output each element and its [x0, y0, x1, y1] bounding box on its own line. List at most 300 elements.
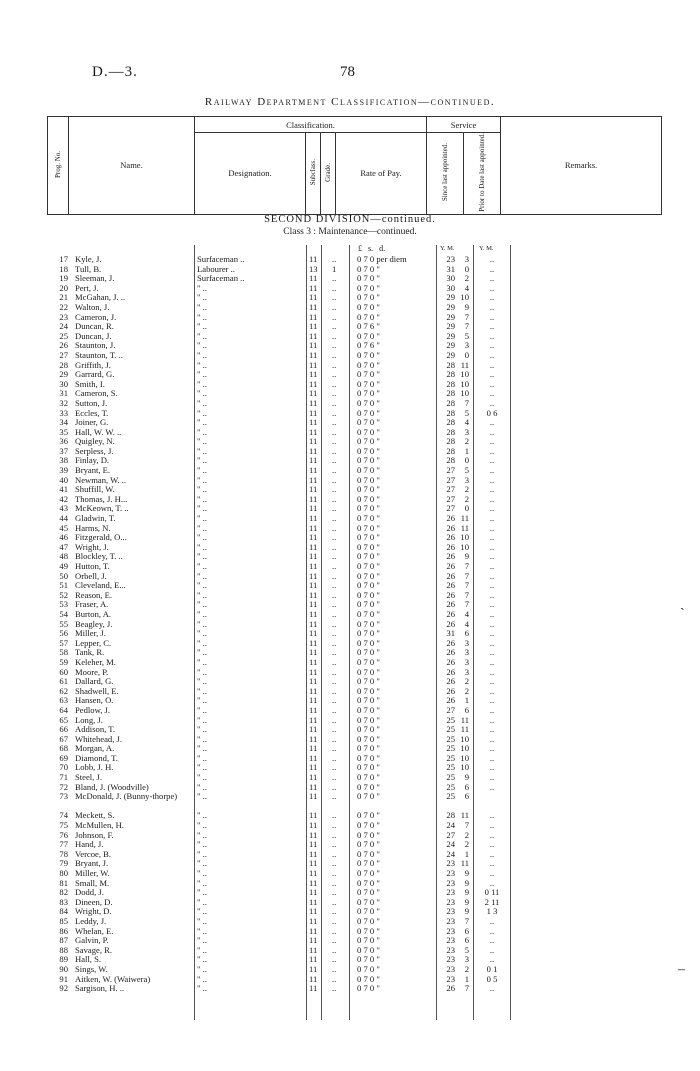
grade-cell: .. — [332, 292, 337, 303]
designation-cell: " .. — [197, 763, 207, 773]
service-years-cell: 23 — [446, 935, 455, 946]
service-years-cell: 26 — [446, 541, 455, 552]
rate-of-pay-cell: 0 7 0 per diem — [357, 254, 407, 264]
rate-of-pay-cell: 0 7 0 " — [357, 455, 380, 466]
name-cell: Small, M. — [75, 878, 110, 888]
prog-no-cell: 19 — [59, 273, 68, 284]
rate-of-pay-cell: 0 7 0 " — [357, 848, 380, 859]
rate-of-pay-cell: 0 7 0 " — [357, 436, 380, 447]
prior-service-cell: .. — [489, 781, 495, 792]
service-years-cell: 23 — [446, 915, 455, 926]
subclass-cell: 11 — [309, 676, 318, 687]
designation-cell: " .. — [197, 542, 207, 552]
name-cell: Bryant, E. — [75, 466, 111, 476]
prior-service-cell: .. — [489, 848, 495, 859]
service-years-cell: 26 — [446, 522, 455, 533]
rate-of-pay-cell: 0 7 0 " — [357, 685, 380, 696]
grade-cell: .. — [332, 820, 337, 831]
prog-no-cell: 83 — [59, 896, 68, 907]
subclass-cell: 11 — [309, 733, 318, 744]
service-months-cell: 2 — [464, 676, 469, 687]
service-months-cell: 0 — [464, 503, 469, 514]
service-years-cell: 25 — [446, 733, 455, 744]
subclass-header: Subclass. — [306, 133, 321, 215]
designation-cell: " .. — [197, 686, 207, 696]
name-cell: Tull, B. — [75, 264, 102, 274]
prog-no-cell: 26 — [59, 340, 68, 351]
service-months-cell: 11 — [460, 522, 469, 533]
grade-cell: .. — [332, 791, 337, 802]
prior-service-cell: .. — [489, 666, 495, 677]
prior-service-cell: .. — [489, 580, 495, 591]
designation-cell: " .. — [197, 331, 207, 341]
subclass-cell: 11 — [309, 791, 318, 802]
service-months-cell: 6 — [464, 935, 469, 946]
prior-service-cell: .. — [489, 868, 495, 878]
service-years-cell: 29 — [446, 349, 455, 360]
prior-service-cell: .. — [489, 541, 495, 552]
prog-no-cell: 64 — [59, 704, 68, 715]
subclass-cell: 11 — [309, 848, 318, 859]
name-cell: Miller, W. — [75, 869, 110, 878]
rate-of-pay-cell: 0 7 0 " — [357, 656, 380, 667]
name-cell: Pedlow, J. — [75, 705, 111, 715]
prior-service-cell: .. — [489, 618, 495, 629]
prog-no-cell: 59 — [59, 656, 68, 667]
subclass-cell: 11 — [309, 772, 318, 783]
grade-cell: .. — [332, 388, 337, 399]
section-subtitle: Class 3 : Maintenance—continued. — [283, 227, 417, 237]
service-months-cell: 10 — [460, 378, 469, 389]
name-cell: Blockley, T. .. — [75, 552, 123, 562]
name-header: Name. — [69, 117, 195, 215]
grade-cell: .. — [332, 465, 337, 476]
service-years-cell: 25 — [446, 772, 455, 783]
service-months-cell: 5 — [464, 330, 469, 341]
grade-cell: .. — [332, 906, 337, 917]
name-cell: Wright, J. — [75, 542, 109, 552]
name-cell: Cameron, J. — [75, 312, 117, 322]
service-months-cell: 5 — [464, 407, 469, 418]
service-years-cell: 27 — [446, 829, 455, 840]
designation-cell: " .. — [197, 629, 207, 639]
service-months-cell: 9 — [464, 551, 469, 562]
service-years-cell: 23 — [446, 887, 455, 898]
name-cell: Finlay, D. — [75, 456, 110, 466]
rate-of-pay-cell: 0 7 0 " — [357, 983, 380, 994]
service-months-cell: 3 — [464, 647, 469, 658]
service-years-cell: 29 — [446, 330, 455, 341]
prog-no-cell: 71 — [59, 772, 68, 783]
service-years-cell: 28 — [446, 417, 455, 428]
name-cell: Lobb, J. H. — [75, 763, 114, 773]
service-years-cell: 29 — [446, 321, 455, 332]
subclass-cell: 11 — [309, 906, 318, 917]
service-months-cell: 7 — [464, 397, 469, 408]
rate-of-pay-cell: 0 7 0 " — [357, 474, 380, 485]
prior-service-cell: .. — [489, 282, 495, 293]
service-months-cell: 7 — [464, 599, 469, 610]
prog-no-cell: 62 — [59, 685, 68, 696]
designation-cell: " .. — [197, 705, 207, 715]
prog-no-cell: 63 — [59, 695, 68, 706]
subclass-cell: 11 — [309, 887, 318, 898]
grade-cell: .. — [332, 896, 337, 907]
grade-cell: .. — [332, 426, 337, 437]
prog-no-cell: 89 — [59, 954, 68, 965]
service-months-cell: 11 — [460, 810, 469, 821]
service-months-cell: 4 — [464, 417, 469, 428]
subclass-cell: 11 — [309, 580, 318, 591]
prior-service-cell: .. — [489, 733, 495, 744]
designation-cell: " .. — [197, 984, 207, 994]
designation-cell: " .. — [197, 456, 207, 466]
grade-cell: .. — [332, 541, 337, 552]
name-cell: Sutton, J. — [75, 398, 108, 408]
prior-service-cell: .. — [489, 474, 495, 485]
name-cell: Sleeman, J. — [75, 274, 115, 284]
prog-no-cell: 78 — [59, 848, 68, 859]
prior-service-cell: .. — [489, 839, 495, 850]
rate-of-pay-cell: 0 7 0 " — [357, 273, 380, 284]
name-cell: Bryant, J. — [75, 859, 109, 869]
subclass-cell: 11 — [309, 618, 318, 629]
grade-cell: .. — [332, 570, 337, 581]
designation-cell: " .. — [197, 600, 207, 610]
prog-no-cell: 65 — [59, 714, 68, 725]
service-months-cell: 2 — [464, 829, 469, 840]
designation-cell: " .. — [197, 926, 207, 936]
designation-cell: " .. — [197, 657, 207, 667]
subclass-cell: 11 — [309, 397, 318, 408]
service-years-cell: 31 — [446, 263, 455, 274]
rate-of-pay-cell: 0 7 0 " — [357, 743, 380, 754]
name-cell: Garrard, G. — [75, 370, 115, 380]
since-last-header: Since last appointed. — [427, 133, 464, 215]
page-title: Railway Department Classification—continued. — [204, 96, 496, 108]
grade-cell: .. — [332, 743, 337, 754]
rate-of-pay-cell: 0 7 0 " — [357, 676, 380, 687]
prog-no-cell: 87 — [59, 935, 68, 946]
grade-cell: .. — [332, 455, 337, 466]
designation-cell: " .. — [197, 283, 207, 293]
prior-service-cell: .. — [489, 273, 495, 284]
prog-no-cell: 33 — [59, 407, 68, 418]
grade-cell: .. — [332, 676, 337, 687]
prog-no-cell: 31 — [59, 388, 68, 399]
service-years-cell: 26 — [446, 599, 455, 610]
grade-cell: .. — [332, 810, 337, 821]
grade-cell: .. — [332, 983, 337, 994]
prior-service-cell: .. — [489, 301, 495, 312]
subclass-cell: 11 — [309, 637, 318, 648]
service-years-cell: 23 — [446, 858, 455, 869]
name-cell: Shadwell, E. — [75, 686, 119, 696]
service-years-cell: 26 — [446, 608, 455, 619]
prior-service-cell: .. — [489, 532, 495, 543]
service-years-cell: 25 — [446, 714, 455, 725]
prog-no-cell: 88 — [59, 944, 68, 955]
service-years-cell: 26 — [446, 666, 455, 677]
subclass-cell: 11 — [309, 273, 318, 284]
name-cell: Beagley, J. — [75, 619, 113, 629]
designation-cell: " .. — [197, 667, 207, 677]
subclass-cell: 11 — [309, 954, 318, 965]
rate-of-pay-cell: 0 7 0 " — [357, 781, 380, 792]
service-months-cell: 9 — [464, 868, 469, 878]
grade-cell: .. — [332, 580, 337, 591]
prior-service-cell: .. — [489, 647, 495, 658]
prog-no-cell: 74 — [59, 810, 68, 821]
designation-cell: " .. — [197, 753, 207, 763]
service-months-cell: 7 — [464, 580, 469, 591]
service-months-cell: 10 — [460, 369, 469, 380]
subclass-cell: 11 — [309, 513, 318, 524]
prog-no-cell: 55 — [59, 618, 68, 629]
name-cell: Duncan, J. — [75, 331, 112, 341]
service-years-cell: 27 — [446, 484, 455, 495]
prior-service-cell: 2 11 — [484, 896, 500, 907]
rate-of-pay-header: Rate of Pay. — [336, 133, 427, 215]
service-months-cell: 3 — [464, 426, 469, 437]
name-cell: Staunton, T. .. — [75, 350, 123, 360]
service-months-cell: 10 — [460, 532, 469, 543]
grade-cell: .. — [332, 963, 337, 974]
prior-service-cell: .. — [489, 944, 495, 955]
service-years-cell: 28 — [446, 378, 455, 389]
service-months-cell: 9 — [464, 906, 469, 917]
prior-service-cell: .. — [489, 465, 495, 476]
prior-service-cell: .. — [489, 561, 495, 571]
name-cell: Cameron, S. — [75, 389, 118, 399]
prog-no-cell: 60 — [59, 666, 68, 677]
service-years-cell: 30 — [446, 282, 455, 293]
grade-cell: .. — [332, 752, 337, 763]
designation-cell: " .. — [197, 523, 207, 533]
service-years-cell: 23 — [446, 877, 455, 888]
designation-header: Designation. — [195, 133, 306, 215]
service-months-cell: 3 — [464, 254, 469, 264]
prior-service-cell: .. — [489, 714, 495, 725]
prior-service-cell: .. — [489, 685, 495, 696]
name-cell: Sings, W. — [75, 964, 108, 974]
name-cell: Sargison, H. .. — [75, 984, 125, 994]
table-row — [47, 984, 667, 994]
designation-cell: " .. — [197, 696, 207, 706]
service-years-cell: 29 — [446, 311, 455, 322]
name-cell: Orbell, J. — [75, 571, 107, 581]
prior-service-cell: .. — [489, 359, 495, 370]
prog-no-cell: 46 — [59, 532, 68, 543]
classification-header: Classification. — [195, 117, 427, 133]
grade-cell: .. — [332, 321, 337, 332]
rate-of-pay-cell: 0 7 0 " — [357, 349, 380, 360]
designation-cell: " .. — [197, 974, 207, 984]
subclass-cell: 11 — [309, 963, 318, 974]
grade-cell: .. — [332, 589, 337, 600]
prior-service-cell: .. — [489, 311, 495, 322]
service-months-cell: 5 — [464, 944, 469, 955]
grade-cell: .. — [332, 273, 337, 284]
subclass-cell: 11 — [309, 503, 318, 514]
prior-service-cell: .. — [489, 676, 495, 687]
grade-cell: .. — [332, 417, 337, 428]
name-cell: McGahan, J. .. — [75, 293, 126, 303]
rate-of-pay-cell: 0 7 0 " — [357, 570, 380, 581]
service-months-cell: 3 — [464, 474, 469, 485]
designation-cell: " .. — [197, 341, 207, 351]
designation-cell: " .. — [197, 821, 207, 831]
subclass-cell: 11 — [309, 714, 318, 725]
service-years-cell: 28 — [446, 455, 455, 466]
grade-cell: .. — [332, 829, 337, 840]
prog-no-cell: 49 — [59, 561, 68, 571]
designation-cell: " .. — [197, 878, 207, 888]
subclass-cell: 11 — [309, 378, 318, 389]
service-years-cell: 28 — [446, 388, 455, 399]
subclass-cell: 11 — [309, 724, 318, 735]
service-years-cell: 29 — [446, 340, 455, 351]
service-months-cell: 7 — [464, 915, 469, 926]
prog-no-cell: 72 — [59, 781, 68, 792]
prog-no-cell: 50 — [59, 570, 68, 581]
prog-no-cell: 90 — [59, 963, 68, 974]
designation-cell: " .. — [197, 370, 207, 380]
service-months-cell: 10 — [460, 388, 469, 399]
prior-service-cell: .. — [489, 589, 495, 600]
service-months-cell: 10 — [460, 762, 469, 773]
name-cell: Dineen, D. — [75, 897, 113, 907]
service-years-cell: 26 — [446, 695, 455, 706]
subclass-cell: 11 — [309, 589, 318, 600]
grade-cell: .. — [332, 839, 337, 850]
designation-cell: " .. — [197, 408, 207, 418]
grade-cell: .. — [332, 407, 337, 418]
service-years-cell: 26 — [446, 637, 455, 648]
subclass-cell: 11 — [309, 781, 318, 792]
subclass-cell: 11 — [309, 858, 318, 869]
name-cell: Kyle, J. — [75, 255, 102, 264]
grade-cell: .. — [332, 397, 337, 408]
name-cell: Whelan, E. — [75, 926, 114, 936]
grade-cell: 1 — [332, 263, 337, 274]
subclass-cell: 11 — [309, 656, 318, 667]
name-cell: Wright, D. — [75, 907, 112, 917]
rate-of-pay-cell: 0 7 0 " — [357, 599, 380, 610]
service-years-cell: 28 — [446, 445, 455, 456]
rate-of-pay-cell: 0 7 0 " — [357, 637, 380, 648]
service-years-cell: 28 — [446, 359, 455, 370]
prog-no-cell: 34 — [59, 417, 68, 428]
prog-no-cell: 20 — [59, 282, 68, 293]
prog-no-cell: 17 — [59, 254, 68, 264]
rate-of-pay-cell: 0 7 0 " — [357, 301, 380, 312]
subclass-cell: 11 — [309, 311, 318, 322]
grade-cell: .. — [332, 349, 337, 360]
designation-cell: " .. — [197, 955, 207, 965]
service-years-cell: 23 — [446, 254, 455, 264]
name-cell: Aitken, W. (Waiwera) — [75, 974, 151, 984]
service-years-cell: 26 — [446, 983, 455, 994]
prior-service-cell: .. — [489, 724, 495, 735]
service-years-cell: 23 — [446, 868, 455, 878]
currency-header: £ s. d. — [358, 244, 386, 253]
designation-cell: " .. — [197, 916, 207, 926]
designation-cell: " .. — [197, 964, 207, 974]
name-cell: Cleveland, E... — [75, 581, 126, 591]
prior-service-cell: .. — [489, 983, 495, 994]
designation-cell: " .. — [197, 609, 207, 619]
grade-cell: .. — [332, 647, 337, 658]
service-months-cell: 9 — [464, 887, 469, 898]
prog-no-cell: 79 — [59, 858, 68, 869]
designation-cell: " .. — [197, 811, 207, 821]
grade-cell: .. — [332, 282, 337, 293]
rate-of-pay-cell: 0 7 0 " — [357, 417, 380, 428]
prog-no-cell: 28 — [59, 359, 68, 370]
rate-of-pay-cell: 0 7 0 " — [357, 407, 380, 418]
subclass-cell: 11 — [309, 743, 318, 754]
prior-service-cell: .. — [489, 599, 495, 610]
subclass-cell: 11 — [309, 925, 318, 936]
grade-cell: .. — [332, 887, 337, 898]
name-cell: Whitehead, J. — [75, 734, 123, 744]
prog-no-cell: 86 — [59, 925, 68, 936]
designation-cell: " .. — [197, 427, 207, 437]
prog-no-cell: 67 — [59, 733, 68, 744]
name-cell: Smith, I. — [75, 379, 105, 389]
service-years-cell: 23 — [446, 944, 455, 955]
rate-of-pay-cell: 0 7 0 " — [357, 282, 380, 293]
rate-of-pay-cell: 0 7 0 " — [357, 608, 380, 619]
name-cell: Miller, J. — [75, 629, 106, 639]
rate-of-pay-cell: 0 7 0 " — [357, 877, 380, 888]
prog-no-cell: 43 — [59, 503, 68, 514]
grade-cell: .. — [332, 628, 337, 639]
name-cell: Keleher, M. — [75, 657, 116, 667]
grade-cell: .. — [332, 868, 337, 878]
service-months-cell: 11 — [460, 359, 469, 370]
prog-no-cell: 91 — [59, 973, 68, 984]
grade-cell: .. — [332, 762, 337, 773]
prior-service-cell: 0 6 — [486, 407, 498, 418]
grade-cell: .. — [332, 551, 337, 562]
grade-cell: .. — [332, 532, 337, 543]
designation-cell: " .. — [197, 590, 207, 600]
subclass-cell: 11 — [309, 666, 318, 677]
designation-cell: " .. — [197, 677, 207, 687]
service-years-cell: 25 — [446, 724, 455, 735]
prior-service-cell: .. — [489, 695, 495, 706]
service-months-cell: 2 — [464, 436, 469, 447]
rate-of-pay-cell: 0 7 0 " — [357, 397, 380, 408]
prog-no-cell: 81 — [59, 877, 68, 888]
prog-no-cell: 51 — [59, 580, 68, 591]
name-cell: Fitzgerald, O... — [75, 533, 127, 543]
rate-of-pay-cell: 0 7 0 " — [357, 551, 380, 562]
prior-service-cell: .. — [489, 954, 495, 965]
prior-service-cell: .. — [489, 484, 495, 495]
rate-of-pay-cell: 0 7 0 " — [357, 618, 380, 629]
designation-cell: " .. — [197, 475, 207, 485]
prog-no-cell: 36 — [59, 436, 68, 447]
name-cell: Newman, W. .. — [75, 475, 127, 485]
grade-cell: .. — [332, 378, 337, 389]
name-cell: Eccles, T. — [75, 408, 109, 418]
designation-cell: " .. — [197, 849, 207, 859]
prog-no-cell: 42 — [59, 493, 68, 504]
prog-no-cell: 29 — [59, 369, 68, 380]
